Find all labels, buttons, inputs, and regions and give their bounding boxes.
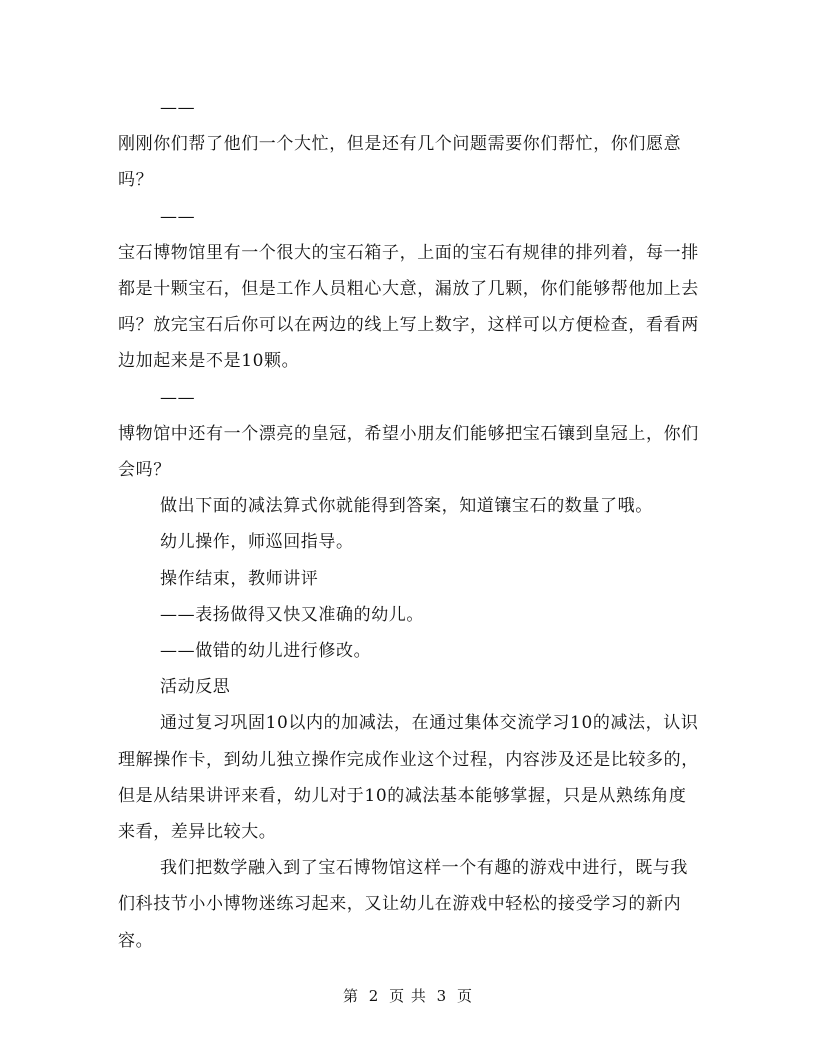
paragraph: ——表扬做得又快又准确的幼儿。 [160, 604, 424, 625]
dash-separator: —— [160, 98, 196, 118]
paragraph: 通过复习巩固10以内的加减法，在通过集体交流学习10的减法，认识理解操作卡，到幼儿独立操作完成作业这个过程，内容涉及还是比较多的，但是从结果讲评来看，幼儿对于10的减法基本能够掌握，只是从熟练角度来看，差异比较大。 [118, 713, 699, 843]
footer-total-pages: 3 [436, 987, 448, 1005]
paragraph: 博物馆中还有一个漂亮的皇冠，希望小朋友们能够把宝石镶到皇冠上，你们会吗？ [118, 423, 699, 481]
paragraph: 刚刚你们帮了他们一个大忙，但是还有几个问题需要你们帮忙，你们愿意吗？ [118, 134, 682, 191]
paragraph: 做出下面的减法算式你就能得到答案，知道镶宝石的数量了哦。 [160, 496, 653, 517]
footer-prefix: 第 [342, 987, 359, 1005]
dash-separator: —— [160, 206, 196, 227]
paragraph: 我们把数学融入到了宝石博物馆这样一个有趣的游戏中进行，既与我们科技节小小博物迷练习起来，又让幼儿在游戏中轻松的接受学习的新内容。 [118, 858, 688, 951]
section-heading: 活动反思 [160, 677, 231, 698]
document-body [118, 90, 700, 959]
paragraph: 宝石博物馆里有一个很大的宝石箱子，上面的宝石有规律的排列着，每一排都是十颗宝石，但是工作人员粗心大意，漏放了几颗，你们能够帮他加上去吗？放完宝石后你可以在两边的线上写上数字，这样可以方便检查，看看两边加起来是不是10颗。 [118, 242, 699, 372]
footer-middle: 页 共 [389, 987, 427, 1005]
footer-suffix: 页 [457, 987, 474, 1005]
paragraph: 幼儿操作，师巡回指导。 [160, 532, 354, 553]
paragraph: ——做错的幼儿进行修改。 [160, 641, 372, 662]
dash-separator: —— [160, 387, 196, 408]
footer-page-number: 2 [368, 987, 380, 1005]
paragraph: 操作结束，教师讲评 [160, 568, 319, 589]
page-footer [0, 985, 816, 1006]
